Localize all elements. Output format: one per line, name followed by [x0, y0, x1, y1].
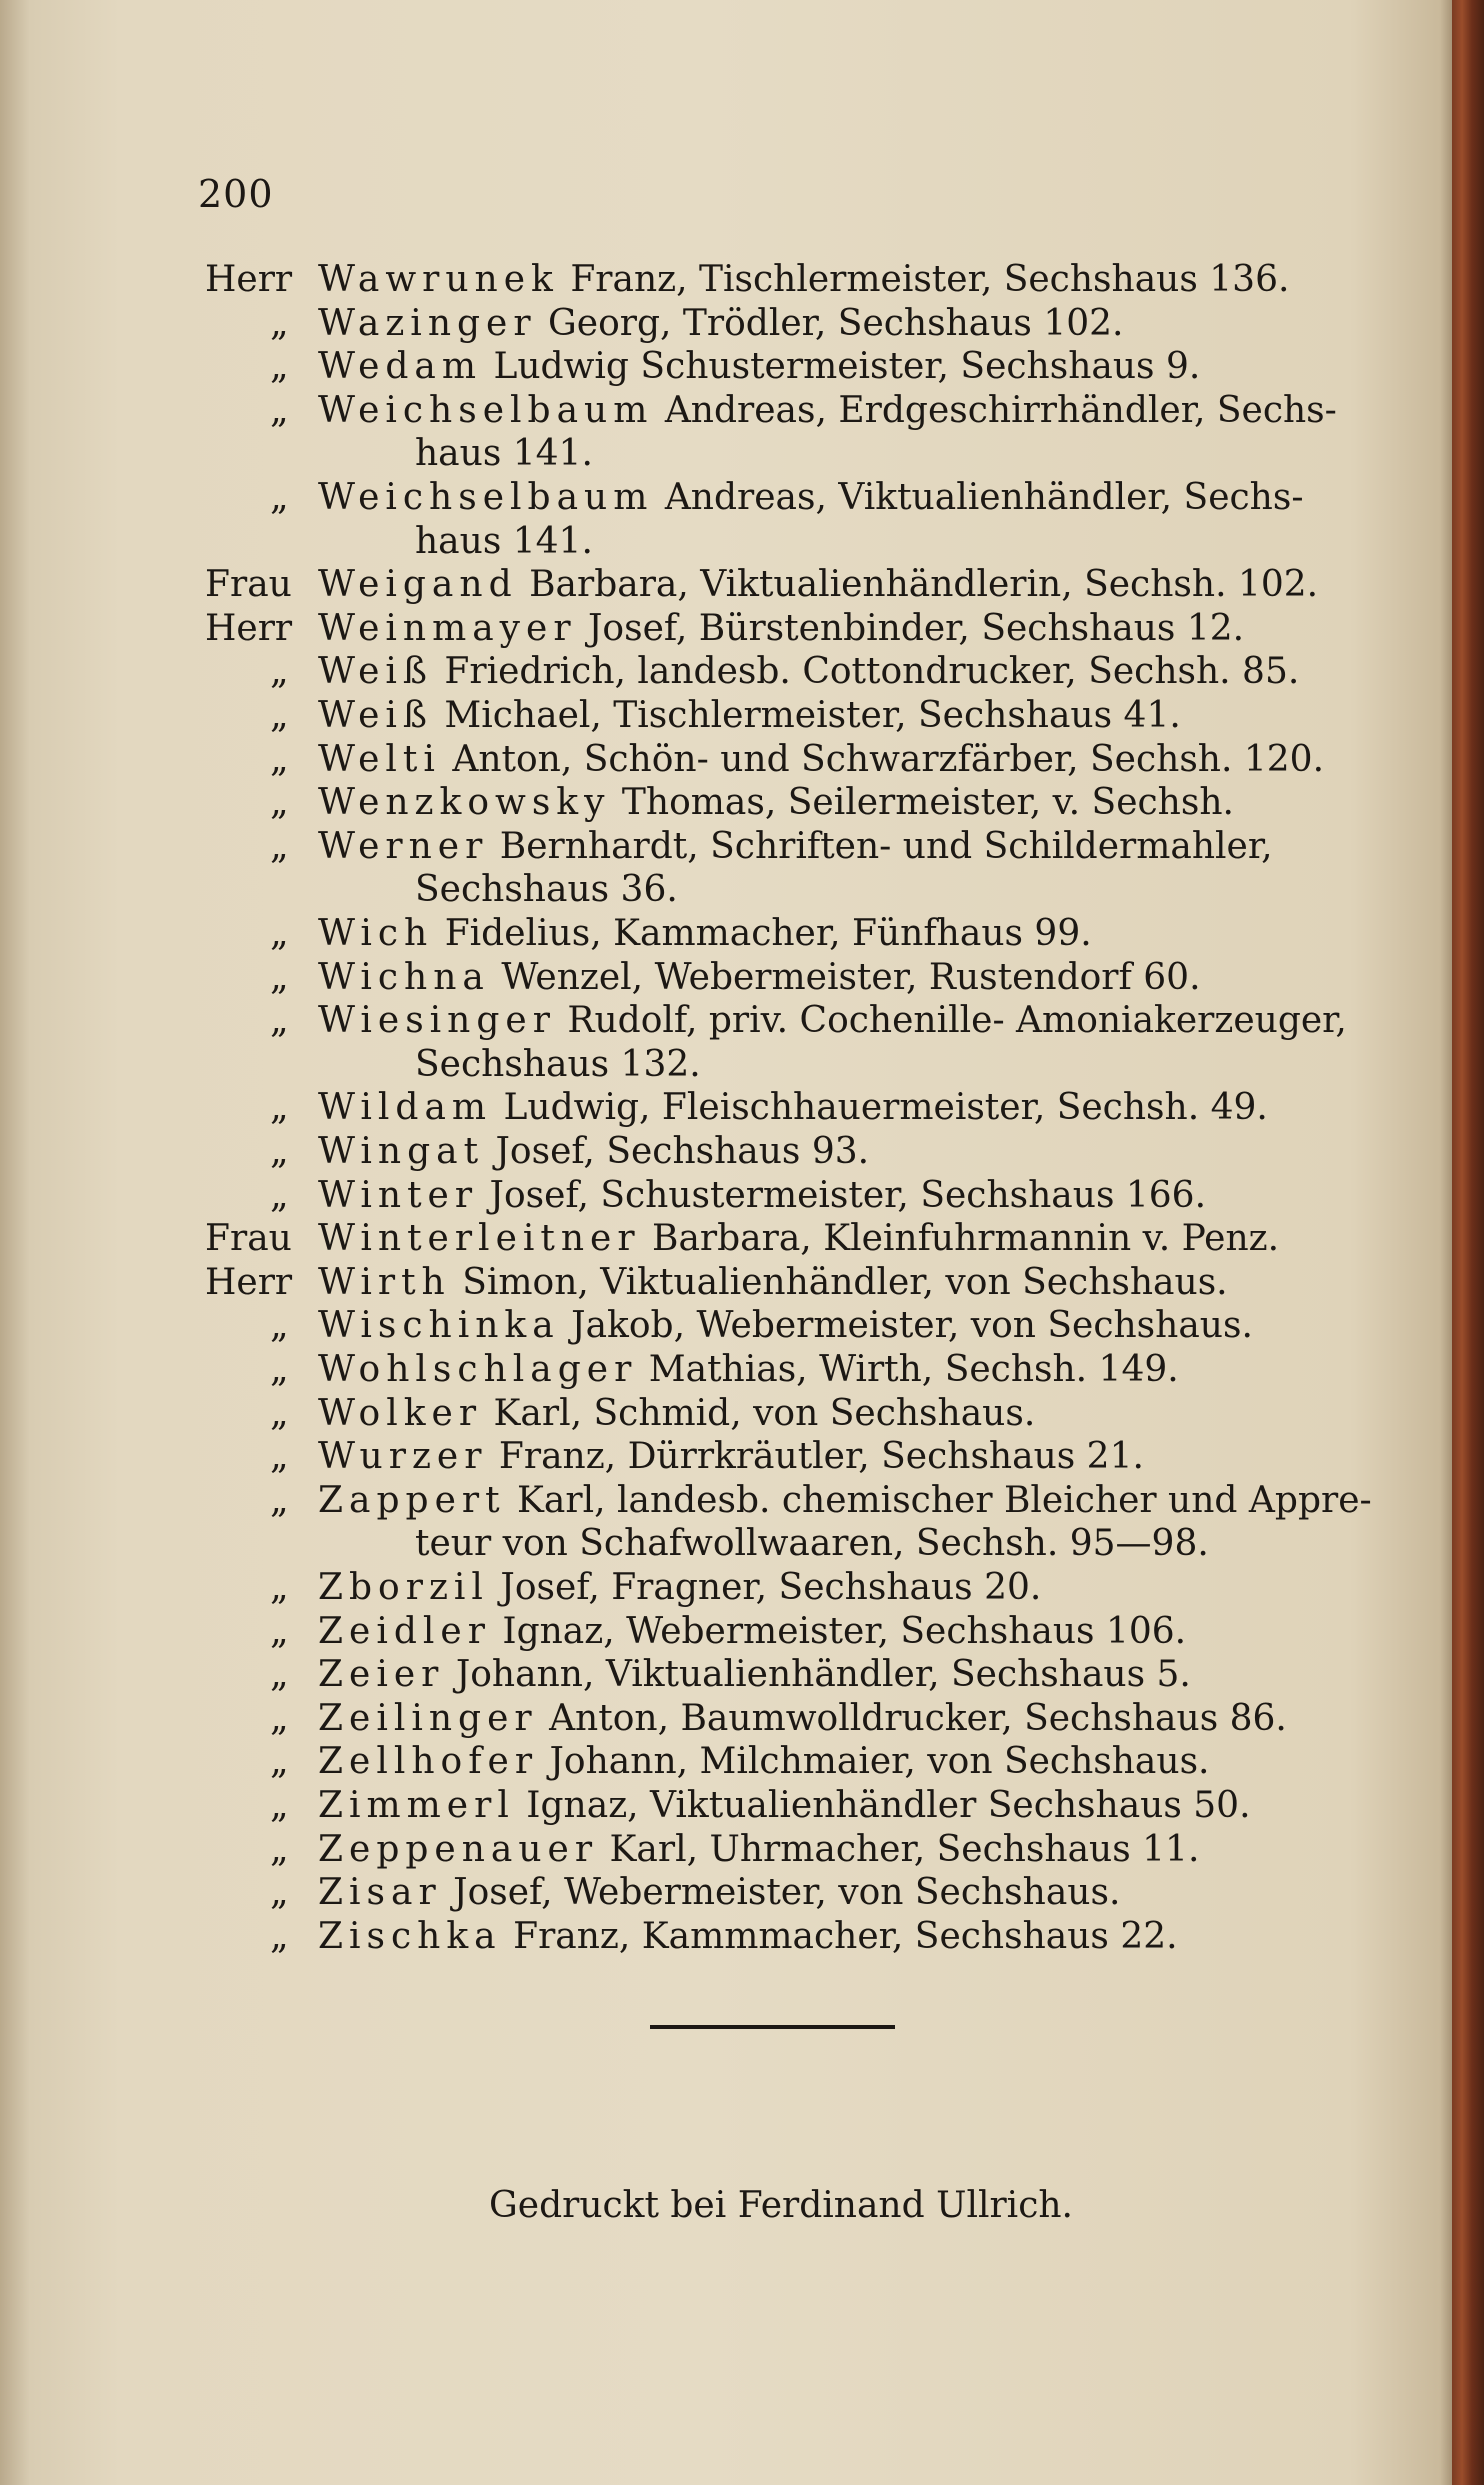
entry-text	[318, 258, 1308, 302]
entry-title: „	[270, 956, 289, 998]
entry-details: Barbara, Kleinfuhrmannin v. Penz.	[652, 1218, 1280, 1260]
entry-text	[318, 1566, 1308, 1610]
entry-surname: Wawrunek	[318, 259, 559, 300]
entry-text	[318, 650, 1308, 694]
entry-surname: Winterleitner	[318, 1218, 641, 1260]
entry-details: Johann, Milchmaier, von Sechshaus.	[549, 1741, 1210, 1783]
entry-surname: Wurzer	[318, 1436, 488, 1478]
entry-title: „	[270, 782, 289, 824]
entry-surname: Zeidler	[318, 1610, 491, 1652]
entry-details: Franz, Kammmacher, Sechshaus 22.	[513, 1915, 1178, 1957]
entry-title: „	[270, 389, 289, 431]
entry-details: Michael, Tischlermeister, Sechshaus 41.	[444, 695, 1181, 736]
entry-details: Thomas, Seilermeister, v. Sechsh.	[621, 782, 1234, 824]
entry-details: Anton, Baumwolldrucker, Sechshaus 86.	[549, 1697, 1287, 1739]
entry-title: „	[270, 1087, 289, 1129]
entry-surname: Wingat	[318, 1131, 485, 1172]
entry-text	[318, 1828, 1308, 1872]
entry-title: „	[270, 913, 289, 954]
entry-text	[318, 1217, 1308, 1261]
entry-details: Friedrich, landesb. Cottondrucker, Sechsh. 85.	[444, 651, 1300, 693]
entry-continuation: Sechshaus 36.	[415, 869, 678, 911]
entry-surname: Weiß	[318, 695, 433, 736]
entry-title: „	[270, 1785, 289, 1826]
entry-details: Ignaz, Viktualienhändler Sechshaus 50.	[526, 1785, 1251, 1826]
entry-title: „	[270, 1392, 289, 1434]
entry-surname: Wohlschlager	[318, 1349, 638, 1390]
entry-title: „	[270, 1349, 289, 1390]
entry-title: Herr	[205, 259, 293, 300]
entry-details: Ignaz, Webermeister, Sechshaus 106.	[502, 1610, 1187, 1652]
entry-details: Georg, Trödler, Sechshaus 102.	[548, 302, 1124, 344]
entry-details: Karl, Schmid, von Sechshaus.	[493, 1392, 1036, 1434]
entry-details: Karl, Uhrmacher, Sechshaus 11.	[609, 1828, 1200, 1870]
entry-text	[318, 825, 1308, 869]
entry-surname: Zeppenauer	[318, 1828, 599, 1870]
entry-surname: Welti	[318, 738, 441, 780]
entry-surname: Zimmerl	[318, 1785, 515, 1826]
printer-imprint: Gedruckt bei Ferdinand Ullrich.	[489, 2185, 1073, 2226]
entry-text	[318, 1871, 1308, 1915]
entry-text	[318, 1435, 1308, 1479]
entry-details: Wenzel, Webermeister, Rustendorf 60.	[501, 956, 1201, 998]
entry-surname: Zisar	[318, 1872, 442, 1914]
entry-details: Johann, Viktualienhändler, Sechshaus 5.	[455, 1654, 1191, 1696]
entry-text	[318, 999, 1347, 1043]
entry-surname: Wirth	[318, 1261, 451, 1303]
entry-details: Josef, Schustermeister, Sechshaus 166.	[489, 1174, 1207, 1216]
entry-text	[318, 607, 1308, 651]
entry-title: „	[270, 1610, 289, 1652]
entry-text	[318, 1392, 1308, 1436]
entry-title: „	[270, 738, 289, 780]
entry-text	[318, 476, 1308, 520]
entry-text	[318, 694, 1308, 738]
divider-rule	[650, 2025, 895, 2029]
entry-text	[318, 563, 1319, 607]
entry-surname: Wenzkowsky	[318, 782, 611, 824]
entry-details: Rudolf, priv. Cochenille- Amoniakerzeuger,	[567, 1000, 1347, 1042]
entry-title: „	[270, 1915, 289, 1957]
entry-continuation: haus 141.	[415, 433, 593, 475]
entry-surname: Zischka	[318, 1915, 502, 1957]
entry-text	[318, 1610, 1308, 1654]
entry-text	[318, 1740, 1308, 1784]
entry-text	[318, 1130, 1308, 1174]
entry-details: Andreas, Erdgeschirrhändler, Sechs-	[664, 389, 1337, 431]
entry-title: „	[270, 825, 289, 867]
entry-text	[318, 302, 1308, 346]
entry-text	[318, 781, 1308, 825]
entry-title: „	[270, 1305, 289, 1347]
entry-details: Karl, landesb. chemischer Bleicher und Appre-	[517, 1479, 1372, 1521]
entry-surname: Wildam	[318, 1087, 493, 1129]
entry-details: Franz, Tischlermeister, Sechshaus 136.	[570, 259, 1290, 300]
entry-surname: Wiesinger	[318, 1000, 556, 1042]
page-number: 200	[198, 172, 274, 216]
entry-details: Simon, Viktualienhändler, von Sechshaus.	[462, 1261, 1228, 1303]
entry-title: „	[270, 1567, 289, 1608]
entry-text	[318, 1915, 1308, 1959]
entry-surname: Wedam	[318, 346, 483, 388]
entry-surname: Weiß	[318, 651, 433, 693]
entry-title: „	[270, 1654, 289, 1696]
entry-details: Josef, Webermeister, von Sechshaus.	[453, 1872, 1121, 1914]
entry-title: „	[270, 1000, 289, 1042]
entry-details: Anton, Schön- und Schwarzfärber, Sechsh. 120.	[452, 738, 1325, 780]
entry-surname: Zellhofer	[318, 1741, 539, 1783]
entry-surname: Wazinger	[318, 302, 537, 344]
entry-text	[318, 1697, 1308, 1741]
entry-surname: Wischinka	[318, 1305, 560, 1347]
entry-details: Andreas, Viktualienhändler, Sechs-	[664, 477, 1304, 518]
entry-surname: Wolker	[318, 1392, 483, 1434]
entry-details: Mathias, Wirth, Sechsh. 149.	[648, 1349, 1179, 1390]
entry-surname: Zeilinger	[318, 1697, 538, 1739]
entry-text	[318, 1304, 1308, 1348]
entry-text	[318, 1653, 1308, 1697]
entry-text	[318, 1479, 1372, 1523]
entry-title: „	[270, 1174, 289, 1216]
entry-title: „	[270, 1828, 289, 1870]
entry-surname: Zeier	[318, 1654, 445, 1696]
entry-text	[318, 389, 1337, 433]
entry-title: Herr	[205, 1261, 293, 1303]
entry-surname: Wichna	[318, 956, 490, 998]
entry-surname: Winter	[318, 1174, 479, 1216]
entry-text	[318, 345, 1308, 389]
entry-details: Franz, Dürrkräutler, Sechshaus 21.	[498, 1436, 1144, 1478]
entry-title: Frau	[205, 1218, 292, 1260]
entry-surname: Werner	[318, 825, 489, 867]
entry-title: Herr	[205, 607, 293, 649]
entry-text	[318, 1784, 1308, 1828]
entry-title: Frau	[205, 564, 292, 606]
entry-details: Jakob, Webermeister, von Sechshaus.	[571, 1305, 1253, 1347]
entry-surname: Wich	[318, 913, 434, 954]
entry-title: „	[270, 1741, 289, 1783]
entry-surname: Weinmayer	[318, 607, 577, 649]
entry-title: „	[270, 302, 289, 344]
entry-text	[318, 738, 1325, 782]
book-spine-edge	[1452, 0, 1484, 2485]
entry-text	[318, 1174, 1308, 1218]
entry-title: „	[270, 1436, 289, 1478]
entry-text	[318, 956, 1308, 1000]
entry-details: Fidelius, Kammacher, Fünfhaus 99.	[444, 913, 1092, 954]
entry-title: „	[270, 346, 289, 388]
entry-details: Josef, Bürstenbinder, Sechshaus 12.	[587, 607, 1245, 649]
entry-text	[318, 1086, 1308, 1130]
entry-title: „	[270, 1872, 289, 1914]
entry-details: Ludwig Schustermeister, Sechshaus 9.	[493, 346, 1201, 388]
entry-surname: Weichselbaum	[318, 477, 654, 518]
entry-text	[318, 1261, 1308, 1305]
entry-surname: Zborzil	[318, 1567, 489, 1608]
entry-details: Ludwig, Fleischhauermeister, Sechsh. 49.	[503, 1087, 1268, 1129]
entry-title: „	[270, 695, 289, 736]
entry-text	[318, 912, 1308, 956]
entry-continuation: haus 141.	[415, 520, 593, 562]
entry-continuation: teur von Schafwollwaaren, Sechsh. 95—98.	[415, 1523, 1209, 1565]
entry-title: „	[270, 1131, 289, 1172]
entry-details: Bernhardt, Schriften- und Schildermahler,	[499, 825, 1273, 867]
entry-surname: Weigand	[318, 564, 518, 606]
entry-details: Josef, Fragner, Sechshaus 20.	[500, 1567, 1042, 1608]
entry-title: „	[270, 477, 289, 518]
entry-title: „	[270, 1479, 289, 1521]
entry-title: „	[270, 651, 289, 693]
entry-details: Barbara, Viktualienhändlerin, Sechsh. 102.	[529, 564, 1319, 606]
entry-surname: Weichselbaum	[318, 389, 654, 431]
entry-surname: Zappert	[318, 1479, 506, 1521]
entry-title: „	[270, 1697, 289, 1739]
entry-details: Josef, Sechshaus 93.	[495, 1131, 870, 1172]
entry-continuation: Sechshaus 132.	[415, 1043, 701, 1085]
entry-text	[318, 1348, 1308, 1392]
